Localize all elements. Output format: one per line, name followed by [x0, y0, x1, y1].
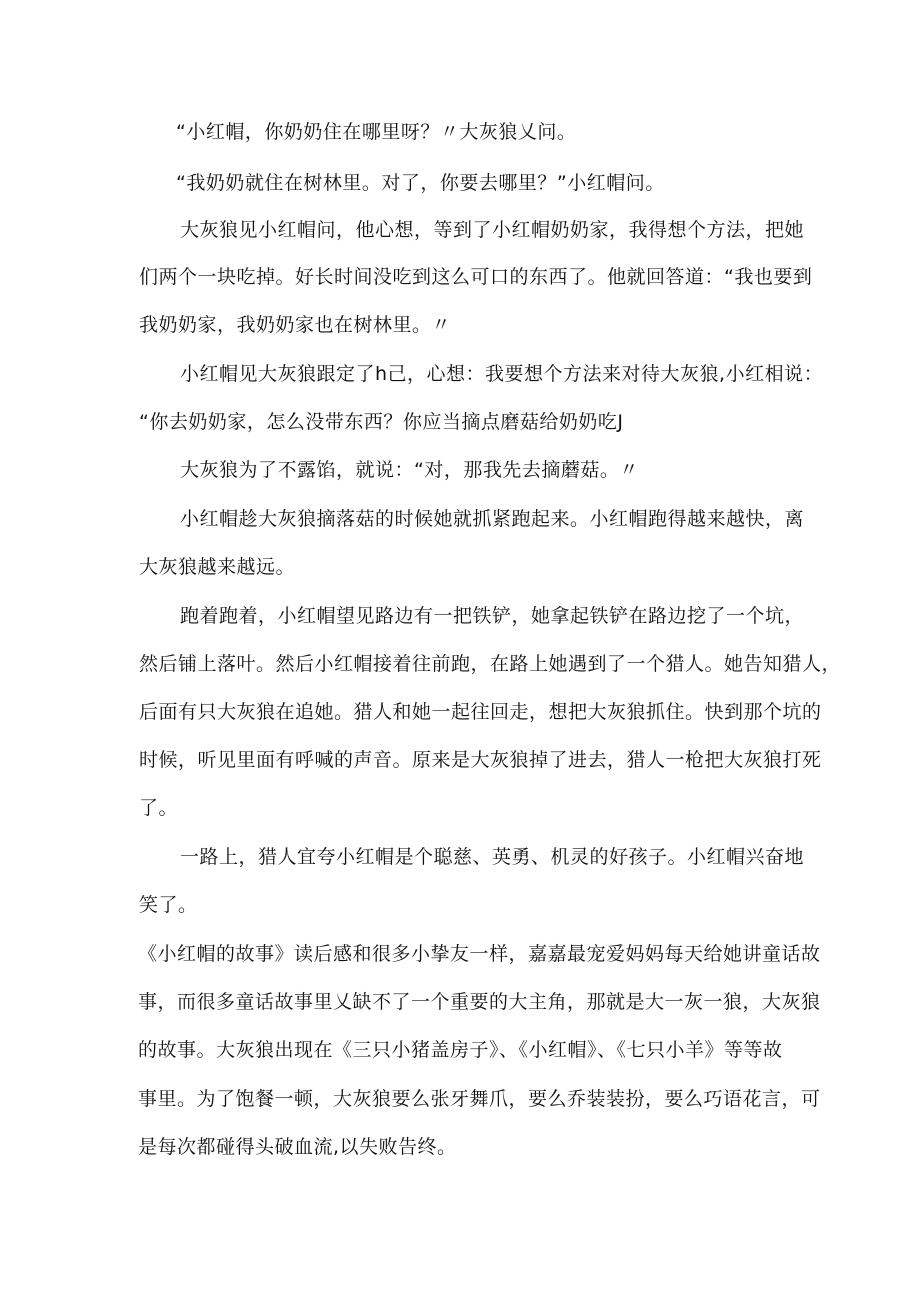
text-line-9: 小红帽趁大灰狼摘落菇的时候她就抓紧跑起来。小红帽跑得越来越快，离 [180, 508, 805, 530]
text-line-17: 笑了。 [139, 894, 198, 916]
text-line-20: 的故事。大灰狼出现在《三只小猪盖房子》、《小红帽》、《七只小羊》等等故 [138, 1039, 783, 1061]
text-line-1: “小红帽，你奶奶住在哪里呀？〃大灰狼乂问。 [176, 121, 577, 143]
text-line-12: 然后铺上落叶。然后小红帽接着往前跑，在路上她遇到了一个猎人。她告知猎人， [139, 653, 842, 675]
text-line-11: 跑着跑着，小红帽望见路边有一把铁铲，她拿起铁铲在路边挖了一个坑， [180, 605, 805, 627]
text-line-13: 后面有只大灰狼在追她。猎人和她一起往回走，想把大灰狼抓住。快到那个坑的 [139, 701, 822, 723]
text-line-2: “我奶奶就住在树林里。对了，你要去哪里？”小红帽问。 [176, 172, 665, 194]
text-line-3: 大灰狼见小红帽问，他心想，等到了小红帽奶奶家，我得想个方法，把她 [180, 219, 805, 241]
text-line-4: 们两个一块吃掉。好长时间没吃到这么可口的东西了。他就回答道：“我也要到 [139, 266, 813, 288]
text-line-8: 大灰狼为了不露馅，就说：“对，那我先去摘蘑菇。〃 [180, 459, 639, 481]
text-line-18: 《小红帽的故事》读后感和很多小挚友一样，嘉嘉最宠爱妈妈每天给她讲童话故 [138, 943, 821, 965]
text-line-7: “你去奶奶家，怎么没带东西？你应当摘点磨菇给奶奶吃J [139, 411, 624, 433]
text-line-10: 大灰狼越来越远。 [139, 556, 296, 578]
text-line-15: 了。 [139, 797, 179, 819]
text-line-21: 事里。为了饱餐一顿，大灰狼要么张牙舞爪，要么乔装装扮，要么巧语花言，可 [138, 1088, 821, 1110]
text-line-22: 是每次都碰得头破血流,以失败告终。 [138, 1136, 457, 1158]
text-line-19: 事，而很多童话故事里乂缺不了一个重要的大主角，那就是大一灰一狼，大灰狼 [138, 991, 821, 1013]
text-line-5: 我奶奶家，我奶奶家也在树林里。〃 [139, 314, 452, 336]
text-line-14: 时候，听见里面有呼喊的声音。原来是大灰狼掉了进去，猎人一枪把大灰狼打死 [139, 749, 822, 771]
text-line-16: 一路上，猎人宜夸小红帽是个聪慈、英勇、机灵的好孩子。小红帽兴奋地 [180, 846, 805, 868]
text-line-6: 小红帽见大灰狼跟定了h己，心想：我要想个方法来对待大灰狼,小红相说： [180, 363, 824, 385]
